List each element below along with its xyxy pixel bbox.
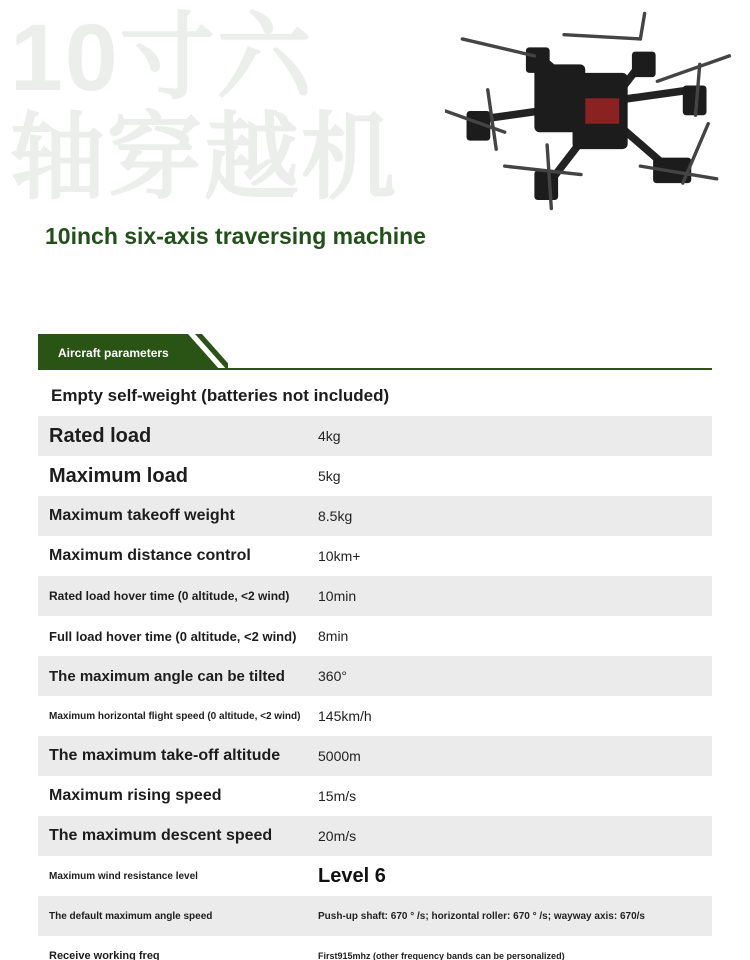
spec-label: Receive working freq — [49, 950, 160, 960]
spec-value: Level 6 — [318, 864, 386, 887]
spec-row — [38, 656, 712, 696]
spec-label: Maximum rising speed — [49, 787, 222, 804]
spec-value: 15m/s — [318, 788, 357, 804]
spec-label: The default maximum angle speed — [38, 896, 308, 936]
spec-value: Push-up shaft: 670 ° /s; horizontal roller: 670 ° /s; wayway axis: 670/s — [300, 896, 712, 936]
spec-value: First915mhz (other frequency bands can be personalized) — [318, 951, 565, 960]
spec-label: The maximum descent speed — [38, 816, 308, 856]
watermark-title: 10寸六轴穿越机 — [10, 5, 399, 211]
spec-row — [38, 496, 712, 536]
spec-row — [38, 816, 712, 856]
spec-value: 5000m — [300, 736, 712, 776]
spec-row — [38, 936, 712, 960]
spec-label: Rated load — [38, 416, 308, 456]
spec-value: 8min — [318, 628, 349, 644]
spec-label: The maximum angle can be tilted — [38, 656, 308, 696]
spec-value: 20m/s — [300, 816, 712, 856]
spec-row — [38, 896, 712, 936]
spec-group-heading: Empty self-weight (batteries not included) — [51, 386, 390, 405]
spec-label: Rated load hover time (0 altitude, <2 wind) — [38, 576, 308, 616]
spec-label: Maximum wind resistance level — [49, 870, 198, 882]
spec-value: 10min — [300, 576, 712, 616]
spec-row — [38, 536, 712, 576]
product-title: 10inch six-axis traversing machine — [45, 223, 426, 249]
section-tab-label: Aircraft parameters — [58, 346, 169, 360]
spec-row — [38, 736, 712, 776]
spec-label: Maximum horizontal flight speed (0 altitude, <2 wind) — [49, 710, 301, 722]
spec-row — [38, 416, 712, 456]
section-divider — [200, 368, 712, 370]
spec-label: Full load hover time (0 altitude, <2 wind) — [49, 628, 297, 644]
spec-label: The maximum take-off altitude — [38, 736, 308, 776]
spec-value: 8.5kg — [300, 496, 712, 536]
spec-row — [38, 696, 712, 736]
spec-value: 5kg — [318, 468, 341, 484]
drone-image — [445, 5, 734, 217]
spec-value: 10km+ — [318, 548, 361, 564]
spec-row — [38, 456, 712, 496]
spec-value: 360° — [300, 656, 712, 696]
spec-value: 4kg — [300, 416, 712, 456]
spec-label: Maximum distance control — [49, 547, 251, 564]
spec-row — [38, 856, 712, 896]
spec-value: 145km/h — [318, 708, 372, 724]
spec-label: Maximum load — [49, 464, 188, 487]
spec-row — [38, 576, 712, 616]
spec-row — [38, 616, 712, 656]
spec-label: Maximum takeoff weight — [38, 496, 308, 536]
spec-row — [38, 776, 712, 816]
